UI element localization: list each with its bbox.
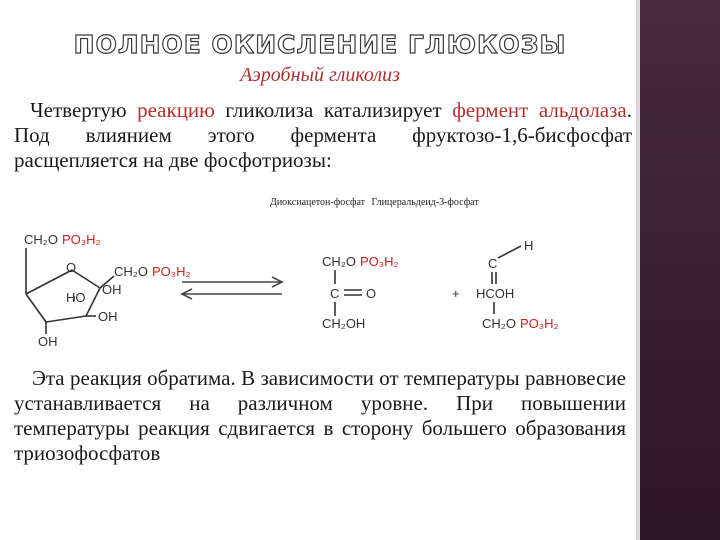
fbp-ring-oxygen: O [66, 260, 77, 275]
aldolase-reaction-diagram [14, 226, 614, 356]
gap-hcoh: HCOH [476, 286, 515, 301]
dhap-oxygen: O [366, 286, 377, 301]
gap-aldehyde-oxygen: O [478, 256, 489, 271]
para1-text-3: . Под влиянием этого фермента фруктозо-1,6-бисфосфат расщепляется на две фосфотриозы: [14, 98, 632, 172]
dhap-phosphate: PO₃H₂ [360, 254, 399, 269]
dhap-carbon: C [330, 286, 340, 301]
dhap-ch2oh: CH₂OH [322, 316, 366, 331]
gap-hydrogen: H [524, 238, 534, 253]
plus-sign: + [452, 286, 460, 301]
gap-aldehyde-carbon: C [488, 256, 498, 271]
para1-enzyme: фермент альдолаза [452, 98, 627, 122]
fbp-oh-bottom: OH [38, 334, 58, 349]
fbp-top-phosphate: PO₃H₂ [62, 232, 101, 247]
decorative-sidebar [640, 0, 720, 540]
fbp-top-ch2o: CH₂O [24, 232, 58, 247]
fbp-ho-center: HO [66, 290, 86, 305]
para1-reaction-word: реакцию [137, 98, 215, 122]
intro-paragraph [14, 98, 632, 173]
para1-text-1: Четвертую [30, 98, 138, 122]
gap-ch2o: CH₂O [482, 316, 516, 331]
fbp-right-phosphate: PO₃H₂ [152, 264, 191, 279]
product-labels [270, 197, 479, 208]
fbp-oh-lower: OH [98, 309, 118, 324]
fbp-oh-right: OH [102, 282, 122, 297]
label-dhap: Диоксиацетон-фосфат [270, 197, 366, 208]
fbp-right-ch2o: CH₂O [114, 264, 148, 279]
conclusion-paragraph [14, 366, 626, 466]
label-gap: Глицеральдеид-3-фосфат [371, 197, 479, 208]
equilibrium-arrows [182, 277, 282, 299]
para2-text: Эта реакция обратима. В зависимости от температуры равновесие устанавливается на различном уровне. При повышении температуры реакция сдвигается в сторону большего образования триозофосфатов [14, 366, 626, 465]
gap-phosphate: PO₃H₂ [520, 316, 559, 331]
dhap-ch2o: CH₂O [322, 254, 356, 269]
para1-text-2: гликолиза катализирует [214, 98, 453, 122]
slide-title: ПОЛНОЕ ОКИСЛЕНИЕ ГЛЮКОЗЫ [73, 30, 567, 59]
slide-subtitle: Аэробный гликолиз [240, 64, 400, 86]
